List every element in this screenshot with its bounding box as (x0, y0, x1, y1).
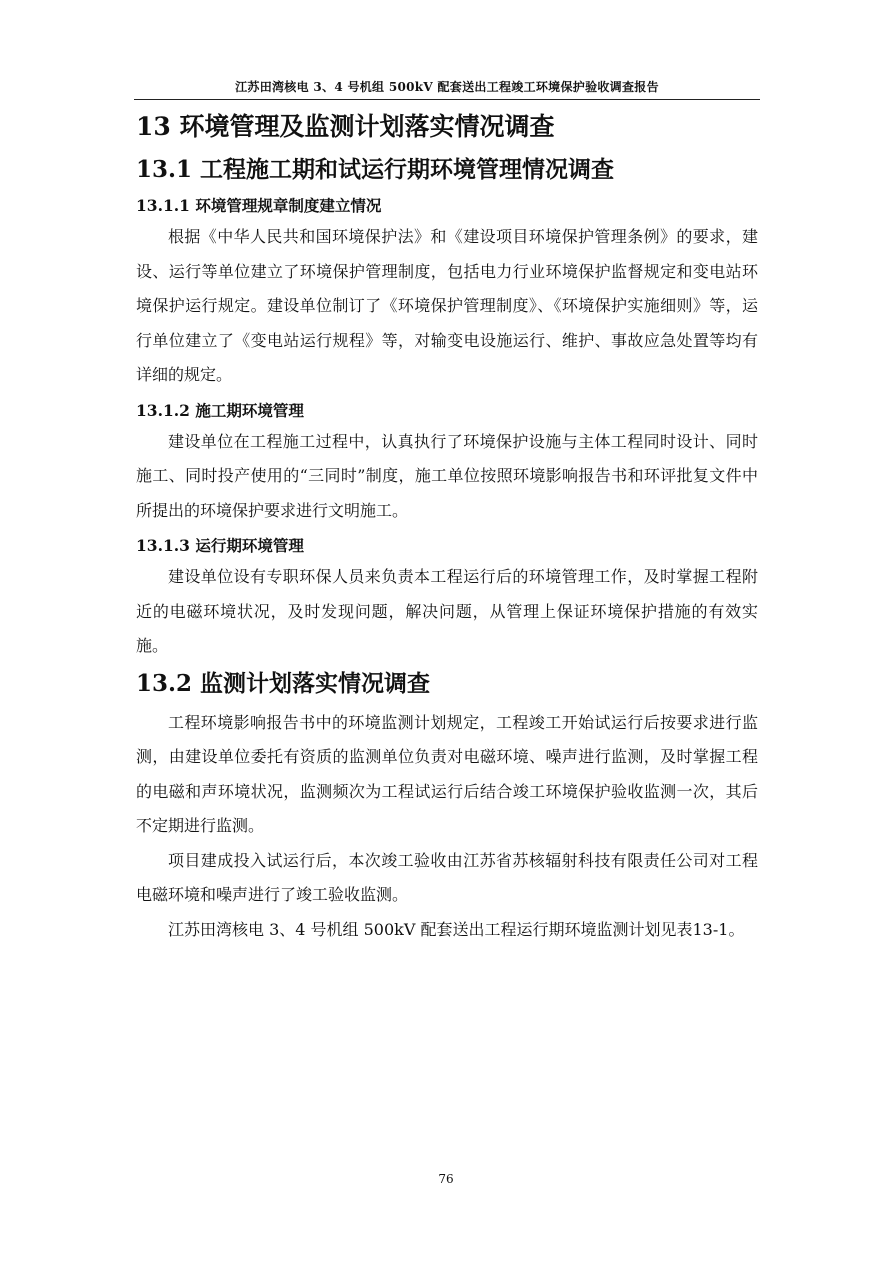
chapter-title: 13 环境管理及监测计划落实情况调查 (136, 112, 555, 141)
paragraph: 建设单位在工程施工过程中，认真执行了环境保护设施与主体工程同时设计、同时施工、同时投产使用的“三同时”制度，施工单位按照环境影响报告书和环评批复文件中所提出的环境保护要求进行文明施工。 (136, 431, 758, 520)
page-body (136, 108, 758, 947)
page-number: 76 (438, 1172, 454, 1186)
paragraph: 建设单位设有专职环保人员来负责本工程运行后的环境管理工作，及时掌握工程附近的电磁环境状况，及时发现问题，解决问题，从管理上保证环境保护措施的有效实施。 (136, 567, 758, 655)
subsection-heading: 13.1.1 环境管理规章制度建立情况 (136, 196, 382, 215)
subsection-heading: 13.1.2 施工期环境管理 (136, 400, 304, 420)
section-heading: 13.1 工程施工期和试运行期环境管理情况调查 (136, 156, 615, 183)
header-rule (134, 99, 760, 100)
paragraph: 工程环境影响报告书中的环境监测计划规定，工程竣工开始试运行后按要求进行监测，由建设单位委托有资质的监测单位负责对电磁环境、噪声进行监测，及时掌握工程的电磁和声环境状况，监测频次为工程试运行后结合竣工环境保护验收监测一次，其后不定期进行监测。 (136, 712, 758, 835)
paragraph: 江苏田湾核电 3、4 号机组 500kV 配套送出工程运行期环境监测计划见表13-1。 (168, 919, 745, 939)
paragraph: 根据《中华人民共和国环境保护法》和《建设项目环境保护管理条例》的要求，建设、运行等单位建立了环境保护管理制度，包括电力行业环境保护监督规定和变电站环境保护运行规定。建设单位制订了《环境保护管理制度》、《环境保护实施细则》等，运行单位建立了《变电站运行规程》等，对输变电设施运行、维护、事故应急处置等均有详细的规定。 (136, 227, 758, 384)
paragraph: 项目建成投入试运行后，本次竣工验收由江苏省苏核辐射科技有限责任公司对工程电磁环境和噪声进行了竣工验收监测。 (136, 850, 758, 904)
running-header: 江苏田湾核电 3、4 号机组 500kV 配套送出工程竣工环境保护验收调查报告 (235, 80, 659, 94)
subsection-heading: 13.1.3 运行期环境管理 (136, 536, 304, 555)
section-heading: 13.2 监测计划落实情况调查 (136, 669, 431, 697)
